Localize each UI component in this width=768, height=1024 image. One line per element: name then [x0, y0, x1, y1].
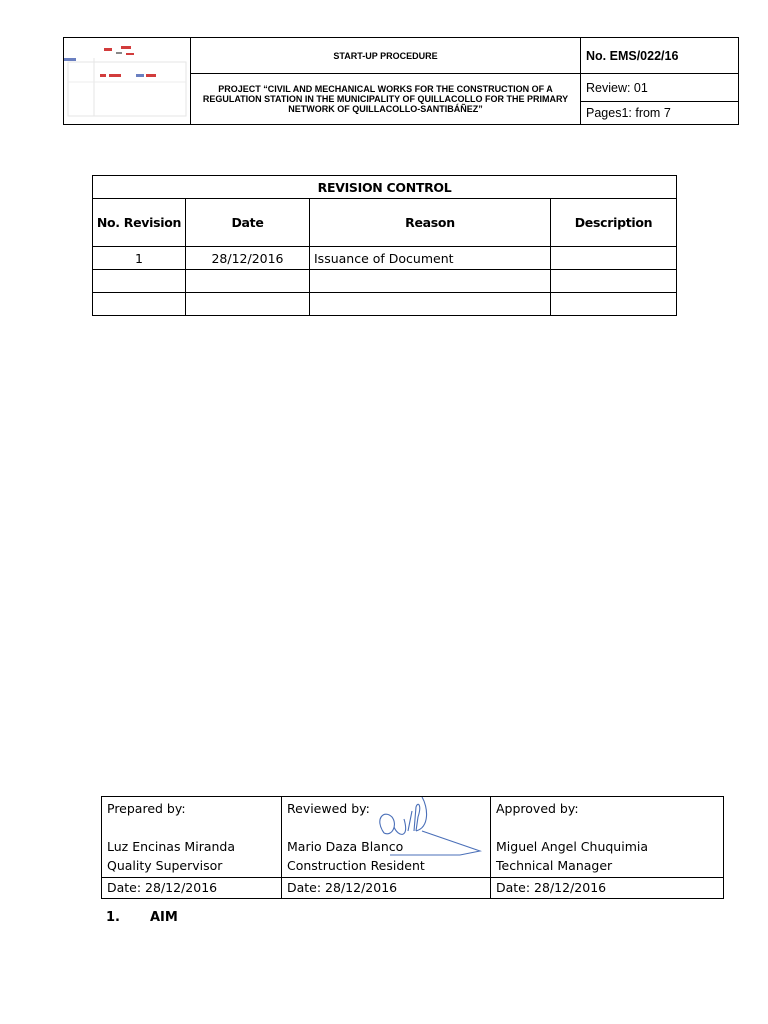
approved-date: Date: 28/12/2016: [491, 878, 724, 899]
document-number: No. EMS/022/16: [581, 38, 739, 74]
reason-cell: [310, 270, 551, 293]
section-number: 1.: [106, 910, 120, 925]
project-title: PROJECT “CIVIL AND MECHANICAL WORKS FOR THE CONSTRUCTION OF A REGULATION STATION IN THE MUNICIPALITY OF QUILLACOLLO FOR THE PRIMARY NETWORK OF QUILLACOLLO-SANTIBÁÑEZ”: [191, 74, 581, 125]
table-row: [93, 247, 677, 270]
date-cell: 28/12/2016: [186, 247, 310, 270]
signature-table: [101, 796, 724, 899]
revision-cell: [93, 293, 186, 316]
date-cell: [186, 293, 310, 316]
table-row: [93, 270, 677, 293]
column-header-description: Description: [551, 199, 677, 247]
revision-cell: [93, 270, 186, 293]
approved-by-cell: [491, 797, 724, 878]
prepared-by-cell: [102, 797, 282, 878]
description-cell: [551, 247, 677, 270]
column-header-date: Date: [186, 199, 310, 247]
reviewed-by-label: Reviewed by:: [287, 801, 370, 816]
revision-control-title: REVISION CONTROL: [93, 176, 677, 199]
approved-by-name: Miguel Angel Chuquimia: [496, 839, 649, 854]
revision-control-table: [92, 175, 677, 316]
prepared-by-name: Luz Encinas Miranda: [107, 839, 236, 854]
date-cell: [186, 270, 310, 293]
reviewed-date: Date: 28/12/2016: [282, 878, 491, 899]
section-title: AIM: [150, 910, 178, 925]
reason-cell: Issuance of Document: [310, 247, 551, 270]
reviewed-by-name: Mario Daza Blanco: [287, 839, 404, 854]
description-cell: [551, 270, 677, 293]
revision-cell: 1: [93, 247, 186, 270]
table-row: [93, 293, 677, 316]
handwritten-signature-icon: [370, 797, 482, 859]
approved-by-label: Approved by:: [496, 801, 579, 816]
reviewed-by-cell: [282, 797, 491, 878]
logo-diagram-icon: [64, 38, 190, 119]
description-cell: [551, 293, 677, 316]
reviewed-by-role: Construction Resident: [287, 858, 425, 873]
section-heading: [106, 910, 178, 925]
column-header-revision: No. Revision: [93, 199, 186, 247]
review-number: Review: 01: [581, 74, 739, 102]
approved-by-role: Technical Manager: [496, 858, 613, 873]
page-count: Pages1: from 7: [581, 102, 739, 125]
prepared-by-label: Prepared by:: [107, 801, 186, 816]
document-header: [63, 37, 739, 125]
prepared-date: Date: 28/12/2016: [102, 878, 282, 899]
company-logo: [64, 38, 191, 125]
column-header-reason: Reason: [310, 199, 551, 247]
procedure-title: START-UP PROCEDURE: [191, 38, 581, 74]
prepared-by-role: Quality Supervisor: [107, 858, 223, 873]
reason-cell: [310, 293, 551, 316]
